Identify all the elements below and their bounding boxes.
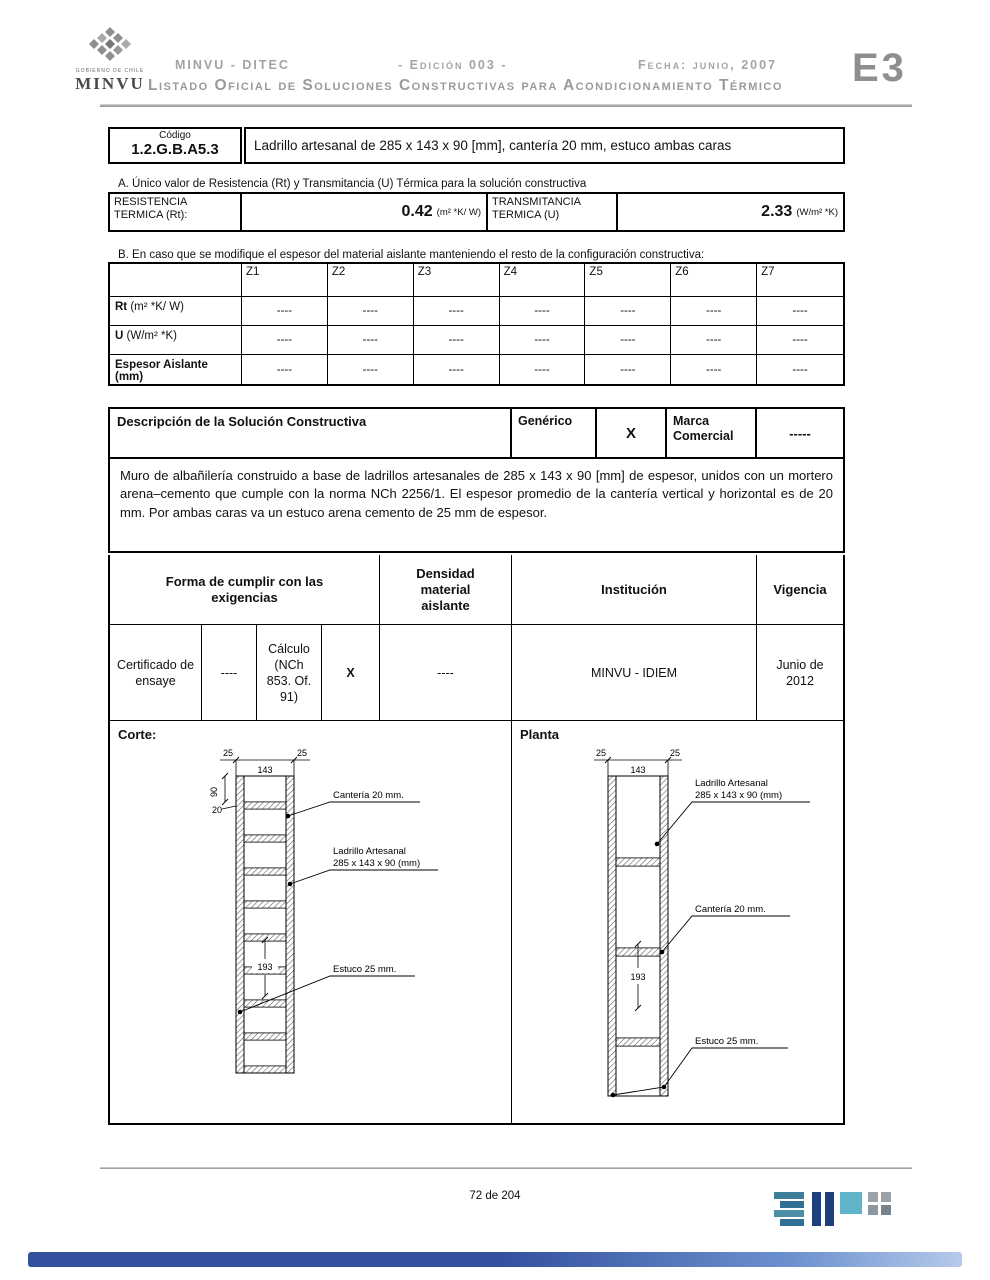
cert-label: Certificado de ensaye [110,625,202,720]
page-code: E3 [852,46,907,90]
col-header-z5: Z5 [585,264,671,297]
document-title: Listado Oficial de Soluciones Constructivas para Acondicionamiento Térmico [148,77,783,94]
table-cell: ---- [585,326,671,355]
header-divider [100,104,912,107]
planta-ann-ladrillo-1: Ladrillo Artesanal [695,778,768,789]
section-b-title: B. En caso que se modifique el espesor del material aislante manteniendo el resto de la configuración constructiva: [118,249,705,261]
brand-label: Marca Comercial [667,409,757,457]
planta-dim-25-left: 25 [595,748,607,758]
col-institucion: Institución [512,555,757,624]
table-cell: ---- [671,297,757,326]
logo-gobierno-text: GOBIERNO DE CHILE [75,68,145,74]
table-cell: ---- [328,326,414,355]
description-title: Descripción de la Solución Constructiva [110,409,512,457]
planta-ann-estuco: Estuco 25 mm. [695,1036,759,1047]
page-number: 72 de 204 [469,1190,521,1202]
table-cell: ---- [500,326,586,355]
table-cell: ---- [414,297,500,326]
compliance-body [110,625,843,721]
planta-stucco-left [608,776,616,1096]
planta-drawing [520,744,838,1116]
table-cell: ---- [414,355,500,384]
planta-dim-143: 143 [630,765,646,775]
code-label: Código [159,130,191,141]
corte-dim-90: 90 [209,786,219,798]
corte-dim-20: 20 [211,805,223,815]
col-header-z4: Z4 [500,264,586,297]
corte-stucco-left [236,776,244,1073]
code-row [108,127,845,164]
footer-logo-icon [772,1184,912,1236]
rt-value: 0.42 [401,203,433,220]
rt-unit: (m² *K/ W) [436,206,481,218]
corte-drawing [118,744,508,1116]
table-cell: ---- [242,326,328,355]
col-vigencia: Vigencia [773,581,827,597]
planta-dim-25-right: 25 [669,748,681,758]
u-value-cell [618,194,843,230]
compliance-table [108,555,845,1125]
col-forma: Forma de cumplir con las exigencias [110,555,380,624]
generic-mark: X [597,409,667,457]
table-cell: ---- [757,326,843,355]
table-cell: ---- [242,297,328,326]
corte-label: Corte: [118,727,157,742]
corte-ann-ladrillo-1: Ladrillo Artesanal [333,846,406,857]
header-org: MINVU - DITEC [175,58,290,72]
rt-label: RESISTENCIA TERMICA (Rt): [110,194,242,230]
u-unit: (W/m² *K) [796,206,838,218]
corte-dim-143: 143 [257,765,273,775]
brand-value: ----- [789,425,811,441]
planta-ann-canteria: Cantería 20 mm. [695,904,766,915]
thermal-values-table [108,192,845,232]
table-cell: ---- [414,326,500,355]
col-header-z2: Z2 [328,264,414,297]
table-cell: ---- [328,297,414,326]
col-densidad: Densidad material aislante [380,555,512,624]
table-cell: ---- [585,355,671,384]
footer-divider [100,1167,912,1169]
code-box [108,127,242,164]
generic-label: Genérico [512,409,597,457]
minvu-logo [64,26,156,94]
description-body: Muro de albañilería construido a base de ladrillos artesanales de 285 x 143 x 90 [mm] de espesor, unidos con un mortero arena–cemento que cumple con la norma NCh 2256/1. El espesor promedio de la cantería vertical y horizontal es de 20 mm. Por ambas caras va un estuco arena cemento de 25 mm de espesor. [120,468,833,520]
solution-title: Ladrillo artesanal de 285 x 143 x 90 [mm], cantería 20 mm, estuco ambas caras [244,127,845,164]
planta-ann-ladrillo-2: 285 x 143 x 90 (mm) [695,790,783,801]
corte-ann-canteria: Cantería 20 mm. [333,790,404,801]
corte-brick-column [244,776,286,1073]
header-date: Fecha: junio, 2007 [638,58,778,72]
header-edition: - Edición 003 - [398,58,508,72]
col-header-z3: Z3 [414,264,500,297]
description-table [108,407,845,553]
aislante-table [108,262,845,386]
corte-dim-25-right: 25 [296,748,308,758]
table-cell: ---- [671,326,757,355]
density-value: ---- [380,625,512,720]
institution-value: MINVU - IDIEM [512,625,757,720]
table-cell: ---- [792,363,808,376]
corte-stucco-right [286,776,294,1073]
table-cell: ---- [585,297,671,326]
u-label: TRANSMITANCIA TERMICA (U) [488,194,618,230]
planta-dim-193: 193 [630,972,646,982]
validity-value: Junio de 2012 [776,657,824,688]
corte-ann-estuco: Estuco 25 mm. [333,964,397,975]
table-cell: ---- [328,355,414,384]
cert-value: ---- [202,625,257,720]
section-a-title: A. Único valor de Resistencia (Rt) y Transmitancia (U) Térmica para la solución constructiva [118,178,587,190]
table-cell: ---- [671,355,757,384]
corte-cell [110,721,512,1123]
col-header-z7: Z7 [757,264,843,297]
compliance-header [110,555,843,625]
table-cell: ---- [500,355,586,384]
corte-dim-25-left: 25 [222,748,234,758]
corte-dim-193: 193 [257,962,273,972]
table-cell: ---- [500,297,586,326]
planta-stucco-right [660,776,668,1096]
corte-ann-ladrillo-2: 285 x 143 x 90 (mm) [333,858,421,869]
planta-label: Planta [520,727,560,742]
col-header-z1: Z1 [242,264,328,297]
row-label-u: U (W/m² *K) [110,326,242,355]
footer-bar [28,1252,962,1267]
table-cell: ---- [242,355,328,384]
row-label-espesor: Espesor Aislante (mm) [110,355,242,384]
logo-minvu-text: MINVU [75,74,145,93]
u-value: 2.33 [761,203,793,220]
row-label-rt: Rt (m² *K/ W) [110,297,242,326]
planta-cell [512,721,843,1123]
corner-cell [110,264,242,297]
minvu-diamonds-icon [82,26,138,62]
table-cell: ---- [757,297,843,326]
calc-mark: X [322,625,380,720]
planta-brick-column [616,776,660,1096]
code-value: 1.2.G.B.A5.3 [131,141,219,158]
calc-label: Cálculo (NCh 853. Of. 91) [257,625,322,720]
description-header [110,409,843,459]
col-header-z6: Z6 [671,264,757,297]
rt-value-cell [242,194,488,230]
drawings-row [110,721,843,1123]
